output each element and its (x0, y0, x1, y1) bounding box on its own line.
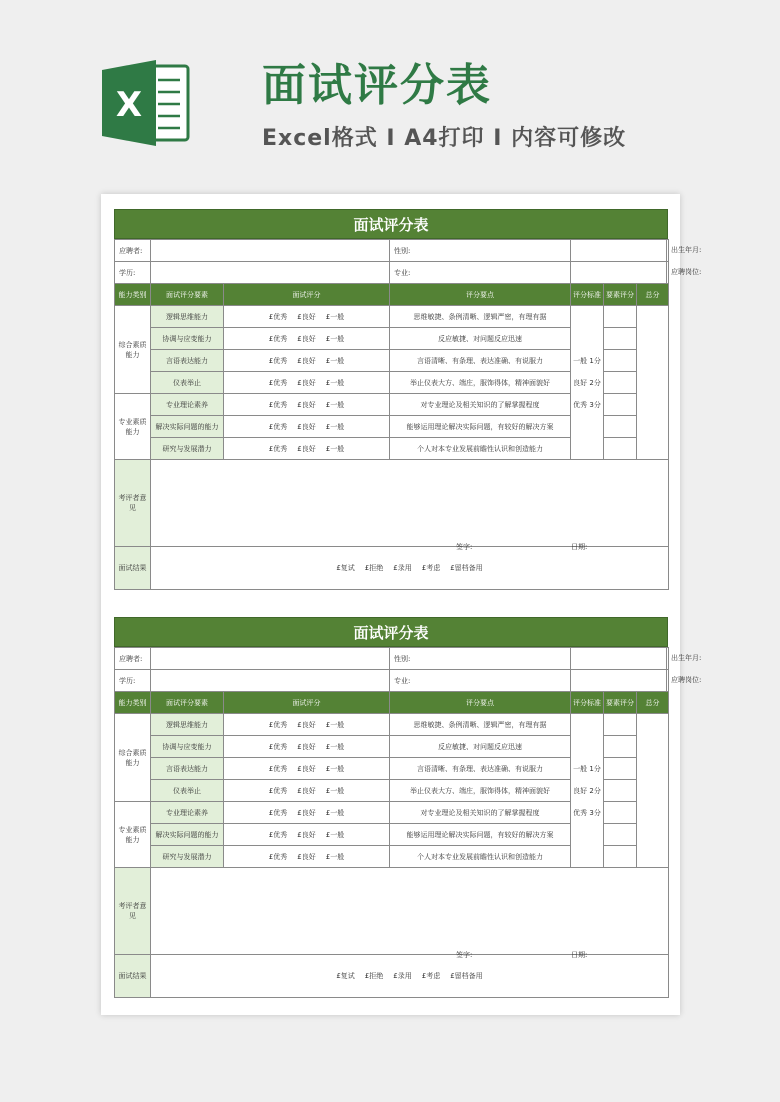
standard-item: 优秀 3分 (573, 400, 601, 409)
date-label: 日期: (571, 951, 588, 959)
standard-item: 一般 1分 (573, 764, 601, 773)
gender-value[interactable] (571, 648, 666, 669)
category-cell: 综合素质能力 (115, 306, 151, 394)
score-option-checkbox[interactable]: £良好 (297, 422, 316, 431)
education-label: 学历: (115, 670, 151, 692)
score-option-checkbox[interactable]: £优秀 (268, 334, 288, 343)
gender-value[interactable] (571, 240, 666, 261)
result-option-checkbox[interactable]: £考虑 (421, 972, 441, 980)
result-option-checkbox[interactable]: £留档备用 (450, 564, 483, 572)
point-cell: 个人对本专业发展前瞻性认识和创造能力 (390, 846, 571, 868)
standard-item: 良好 2分 (573, 378, 601, 387)
score-option-checkbox[interactable]: £优秀 (268, 720, 288, 729)
standard-cell (571, 714, 604, 868)
form-table (114, 239, 702, 590)
result-option-checkbox[interactable]: £考虑 (421, 564, 441, 572)
total-score-cell[interactable] (637, 714, 669, 868)
score-option-checkbox[interactable]: £一般 (325, 720, 345, 729)
factor-cell: 专业理论素养 (151, 802, 224, 824)
major-label: 专业: (390, 262, 571, 284)
result-label: 面试结果 (115, 955, 151, 998)
score-options (224, 846, 390, 868)
factor-cell: 言语表达能力 (151, 758, 224, 780)
standard-item: 良好 2分 (573, 786, 601, 795)
page-subtitle: Excel格式 I A4打印 I 内容可修改 (262, 126, 627, 151)
factor-cell: 仪表举止 (151, 780, 224, 802)
factor-cell: 协调与应变能力 (151, 736, 224, 758)
info-row (115, 670, 669, 692)
score-option-checkbox[interactable]: £良好 (297, 808, 316, 817)
column-header: 评分标准 (571, 284, 604, 306)
column-header-row (115, 284, 669, 306)
major-value[interactable] (571, 262, 666, 283)
score-option-checkbox[interactable]: £一般 (325, 400, 345, 409)
score-option-checkbox[interactable]: £良好 (297, 852, 316, 861)
score-options (224, 306, 390, 328)
sign-label: 签字: (456, 951, 473, 959)
applicant-value[interactable] (151, 648, 390, 670)
factor-score-cell[interactable] (604, 846, 637, 868)
page-title: 面试评分表 (262, 60, 492, 111)
position-group (571, 670, 702, 692)
point-cell: 能够运用理论解决实际问题，有较好的解决方案 (390, 416, 571, 438)
score-option-checkbox[interactable]: £良好 (297, 312, 316, 321)
score-row (115, 306, 669, 328)
score-options (224, 824, 390, 846)
factor-cell: 研究与发展潜力 (151, 438, 224, 460)
factor-cell: 言语表达能力 (151, 350, 224, 372)
score-option-checkbox[interactable]: £优秀 (268, 786, 288, 795)
score-options (224, 802, 390, 824)
point-cell: 思维敏捷、条例清晰、逻辑严密，有理有据 (390, 306, 571, 328)
score-option-checkbox[interactable]: £一般 (325, 852, 345, 861)
factor-score-cell[interactable] (604, 736, 637, 758)
page-header (0, 0, 780, 190)
major-label: 专业: (390, 670, 571, 692)
comment-row (115, 868, 669, 955)
score-option-checkbox[interactable]: £良好 (297, 400, 316, 409)
factor-score-cell[interactable] (604, 802, 637, 824)
excel-logo-letter: X (115, 85, 143, 125)
category-cell: 综合素质能力 (115, 714, 151, 802)
score-option-checkbox[interactable]: £良好 (297, 378, 316, 387)
score-option-checkbox[interactable]: £一般 (325, 808, 345, 817)
info-row (115, 648, 669, 670)
score-row (115, 714, 669, 736)
result-option-checkbox[interactable]: £拒绝 (364, 564, 384, 572)
score-options (224, 758, 390, 780)
total-score-cell[interactable] (637, 306, 669, 460)
position-group (571, 262, 702, 284)
score-option-checkbox[interactable]: £良好 (297, 720, 316, 729)
comment-area[interactable] (151, 868, 669, 959)
column-header: 面试评分要素 (151, 284, 224, 306)
major-value[interactable] (571, 670, 666, 691)
column-header: 总分 (637, 284, 669, 306)
score-option-checkbox[interactable]: £良好 (297, 830, 316, 839)
score-option-checkbox[interactable]: £优秀 (268, 356, 288, 365)
score-option-checkbox[interactable]: £一般 (325, 764, 345, 773)
factor-score-cell[interactable] (604, 780, 637, 802)
result-option-checkbox[interactable]: £录用 (393, 564, 412, 572)
point-cell: 反应敏捷、对问题反应迅速 (390, 736, 571, 758)
score-option-checkbox[interactable]: £良好 (297, 764, 316, 773)
score-option-checkbox[interactable]: £良好 (297, 742, 316, 751)
factor-cell: 逻辑思维能力 (151, 306, 224, 328)
form-title: 面试评分表 (114, 617, 668, 647)
factor-score-cell[interactable] (604, 438, 637, 460)
score-option-checkbox[interactable]: £一般 (325, 444, 345, 453)
score-option-checkbox[interactable]: £一般 (325, 312, 345, 321)
interview-form (114, 617, 702, 998)
point-cell: 言语清晰、有条理、表达准确、有说服力 (390, 758, 571, 780)
score-options (224, 714, 390, 736)
score-option-checkbox[interactable]: £优秀 (268, 852, 288, 861)
factor-cell: 逻辑思维能力 (151, 714, 224, 736)
column-header: 能力类别 (115, 692, 151, 714)
score-options (224, 438, 390, 460)
point-cell: 对专业理论及相关知识的了解掌握程度 (390, 394, 571, 416)
factor-score-cell[interactable] (604, 394, 637, 416)
factor-cell: 解决实际问题的能力 (151, 824, 224, 846)
result-options (151, 547, 669, 590)
factor-score-cell[interactable] (604, 350, 637, 372)
standard-item: 一般 1分 (573, 356, 601, 365)
score-option-checkbox[interactable]: £优秀 (268, 742, 288, 751)
score-option-checkbox[interactable]: £一般 (325, 378, 345, 387)
point-cell: 举止仪表大方、端庄，服饰得体，精神面貌好 (390, 780, 571, 802)
score-option-checkbox[interactable]: £优秀 (268, 400, 288, 409)
score-option-checkbox[interactable]: £一般 (325, 422, 345, 431)
column-header: 要素评分 (604, 692, 637, 714)
standard-item: 优秀 3分 (573, 808, 601, 817)
result-options (151, 955, 669, 998)
score-option-checkbox[interactable]: £优秀 (268, 830, 288, 839)
score-option-checkbox[interactable]: £良好 (297, 786, 316, 795)
column-header: 总分 (637, 692, 669, 714)
applicant-value[interactable] (151, 240, 390, 262)
education-value[interactable] (151, 262, 390, 284)
column-header: 评分要点 (390, 284, 571, 306)
factor-score-cell[interactable] (604, 328, 637, 350)
factor-score-cell[interactable] (604, 714, 637, 736)
result-row (115, 955, 669, 998)
score-options (224, 372, 390, 394)
point-cell: 个人对本专业发展前瞻性认识和创造能力 (390, 438, 571, 460)
birth-group (571, 240, 702, 262)
score-option-checkbox[interactable]: £优秀 (268, 764, 288, 773)
score-option-checkbox[interactable]: £优秀 (268, 422, 288, 431)
position-label: 应聘岗位: (671, 676, 702, 684)
birth-group (571, 648, 702, 670)
factor-cell: 仪表举止 (151, 372, 224, 394)
score-option-checkbox[interactable]: £一般 (325, 356, 345, 365)
result-row (115, 547, 669, 590)
point-cell: 能够运用理论解决实际问题，有较好的解决方案 (390, 824, 571, 846)
factor-cell: 专业理论素养 (151, 394, 224, 416)
result-option-checkbox[interactable]: £留档备用 (450, 972, 483, 980)
score-options (224, 736, 390, 758)
category-cell: 专业素质能力 (115, 802, 151, 868)
result-option-checkbox[interactable]: £复试 (336, 972, 355, 980)
gender-label: 性别: (390, 240, 571, 262)
score-option-checkbox[interactable]: £良好 (297, 334, 316, 343)
score-options (224, 350, 390, 372)
form-table (114, 647, 702, 998)
column-header: 评分要点 (390, 692, 571, 714)
factor-score-cell[interactable] (604, 372, 637, 394)
factor-score-cell[interactable] (604, 758, 637, 780)
comment-label: 考评者意见 (115, 460, 151, 547)
education-label: 学历: (115, 262, 151, 284)
score-option-checkbox[interactable]: £优秀 (268, 378, 288, 387)
excel-logo-icon (100, 58, 192, 148)
column-header: 面试评分 (224, 284, 390, 306)
score-option-checkbox[interactable]: £一般 (325, 334, 345, 343)
position-label: 应聘岗位: (671, 268, 702, 276)
result-option-checkbox[interactable]: £复试 (336, 564, 355, 572)
result-option-checkbox[interactable]: £拒绝 (364, 972, 384, 980)
score-option-checkbox[interactable]: £一般 (325, 830, 345, 839)
point-cell: 言语清晰、有条理、表达准确、有说服力 (390, 350, 571, 372)
column-header: 要素评分 (604, 284, 637, 306)
point-cell: 思维敏捷、条例清晰、逻辑严密，有理有据 (390, 714, 571, 736)
factor-score-cell[interactable] (604, 306, 637, 328)
date-label: 日期: (571, 543, 588, 551)
info-row (115, 240, 669, 262)
column-header: 能力类别 (115, 284, 151, 306)
birth-label: 出生年月: (671, 246, 702, 254)
score-option-checkbox[interactable]: £良好 (297, 444, 316, 453)
score-option-checkbox[interactable]: £优秀 (268, 808, 288, 817)
score-option-checkbox[interactable]: £优秀 (268, 444, 288, 453)
column-header: 评分标准 (571, 692, 604, 714)
category-cell: 专业素质能力 (115, 394, 151, 460)
comment-area[interactable] (151, 460, 669, 551)
score-option-checkbox[interactable]: £一般 (325, 742, 345, 751)
factor-cell: 协调与应变能力 (151, 328, 224, 350)
sign-label: 签字: (456, 543, 473, 551)
column-header-row (115, 692, 669, 714)
result-label: 面试结果 (115, 547, 151, 590)
comment-row (115, 460, 669, 547)
point-cell: 举止仪表大方、端庄，服饰得体，精神面貌好 (390, 372, 571, 394)
point-cell: 对专业理论及相关知识的了解掌握程度 (390, 802, 571, 824)
comment-label: 考评者意见 (115, 868, 151, 955)
factor-score-cell[interactable] (604, 824, 637, 846)
factor-cell: 研究与发展潜力 (151, 846, 224, 868)
result-option-checkbox[interactable]: £录用 (393, 972, 412, 980)
score-option-checkbox[interactable]: £优秀 (268, 312, 288, 321)
column-header: 面试评分要素 (151, 692, 224, 714)
score-options (224, 328, 390, 350)
interview-form (114, 209, 702, 590)
score-options (224, 416, 390, 438)
score-option-checkbox[interactable]: £一般 (325, 786, 345, 795)
score-option-checkbox[interactable]: £良好 (297, 356, 316, 365)
info-row (115, 262, 669, 284)
applicant-label: 应聘者: (115, 648, 151, 670)
column-header: 面试评分 (224, 692, 390, 714)
point-cell: 反应敏捷、对问题反应迅速 (390, 328, 571, 350)
applicant-label: 应聘者: (115, 240, 151, 262)
birth-label: 出生年月: (671, 654, 702, 662)
factor-cell: 解决实际问题的能力 (151, 416, 224, 438)
score-options (224, 394, 390, 416)
form-title: 面试评分表 (114, 209, 668, 239)
standard-cell (571, 306, 604, 460)
factor-score-cell[interactable] (604, 416, 637, 438)
score-options (224, 780, 390, 802)
education-value[interactable] (151, 670, 390, 692)
gender-label: 性别: (390, 648, 571, 670)
